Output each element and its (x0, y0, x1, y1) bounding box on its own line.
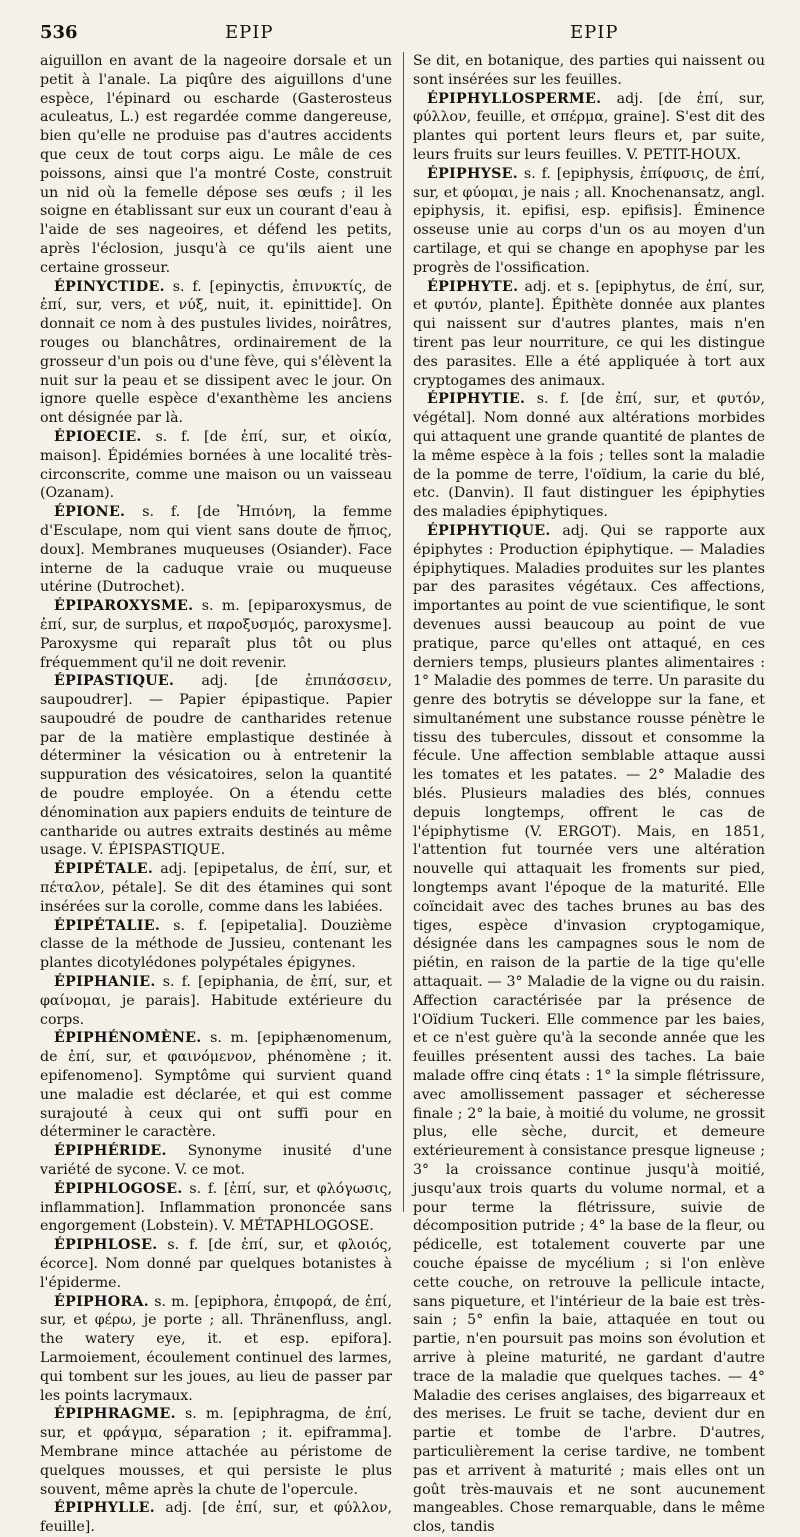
dictionary-entry (40, 1142, 392, 1180)
right-running-head: EPIP (570, 22, 619, 43)
entry-headword: ÉPIPHYLLE. (54, 1500, 156, 1517)
dictionary-entry (40, 1293, 392, 1406)
dictionary-entry (40, 428, 392, 503)
entry-text: s. m. [epiphora, ἐπιφορά, de ἐπί, sur, et φέρω, je porte ; all. Thränenfluss, angl. the watery eye, it. et esp. epifora]. Larmoiement, écoulement continuel des larmes, qui tombent sur les joues, au lieu de passer par les points lacrymaux. (40, 1293, 392, 1404)
entry-text: Se dit, en botanique, des parties qui naissent ou sont insérées sur les feuilles. (413, 53, 765, 88)
dictionary-entry (413, 52, 765, 90)
entry-headword: ÉPIPHORA. (54, 1293, 149, 1310)
entry-text: aiguillon en avant de la nageoire dorsale et un petit à l'anale. La piqûre des aiguillons d'une espèce, l'épinard ou escharde (Gasterosteus aculeatus, L.) est regardée comme dangereuse, bien qu'elle ne produise pas d'autres accidents que ceux de tout corps aigu. Le mâle de ces poissons, ainsi que l'a montré Coste, construit un nid où la femelle dépose ses œufs ; il les soigne en établissant sur eux un courant d'eau à l'aide de ses nageoires, et défend les petits, après l'éclosion, jusqu'à ce qu'ils aient une certaine grosseur. (40, 53, 392, 276)
entry-headword: ÉPIPÉTALE. (54, 861, 154, 878)
entry-headword: ÉPIPHÉRIDE. (54, 1143, 167, 1160)
entry-text: s. m. [epiphænomenum, de ἐπί, sur, et φαινόμενον, phénomène ; it. epifenomeno]. Symptôme qui survient quand une maladie est déclarée, et qui est comme surajouté à ceux qui ont suffi pour en déterminer le caractère. (40, 1030, 392, 1141)
entry-headword: ÉPIPHÉNOMÈNE. (54, 1030, 202, 1047)
entry-text: s. f. [de Ἠπιόνη, la femme d'Esculape, nom qui vient sans doute de ἤπιος, doux]. Membranes muqueuses (Osiander). Face interne de la caduque vraie ou muqueuse utérine (Dutrochet). (40, 504, 393, 596)
entry-text: adj. Qui se rapporte aux épiphytes : Production épiphytique. — Maladies épiphytiques. Maladies produites sur les plantes par des parasites végétaux. Ces affections, importantes au point de vue scientifique, le sont devenues aussi beaucoup au point de vue pratique, parce qu'elles ont attaqué, en ces derniers temps, plusieurs plantes alimentaires : 1° Maladie des pommes de terre. Un parasite du genre des botrytis se développe sur la fane, et simultanément une substance rousse pénètre le tissu des tubercules, dissout et consomme la fécule. Une affection semblable attaque aussi les tomates et les patates. — 2° Maladie des blés. Plusieurs maladies des blés, connues depuis longtemps, offrent le cas de l'épiphytisme (V. ERGOT). Mais, en 1851, l'attention fut tournée vers une altération nouvelle qui attaquait les froments sur pied, longtemps avant l'époque de la maturité. Elle coïncidait avec des taches brunes au bas des tiges, espèce d'invasion cryptogamique, désignée dans les campagnes sous le nom de piétin, en raison de la partie de la tige qu'elle attaquait. — 3° Maladie de la vigne ou du raisin. Affection caractérisée par la présence de l'Oïdium Tuckeri. Elle commence par les baies, et ce n'est guère qu'à la seconde année que les feuilles présentent aussi des taches. La baie malade offre cinq états : 1° la simple flétrissure, avec amollissement passager et sécheresse finale ; 2° la baie, à moitié du volume, ne grossit plus, elle sèche, durcit, et demeure extérieurement à consistance presque ligneuse ; 3° la croissance continue jusqu'à moitié, jusqu'aux trois quarts du volume normal, et a pour terme la flétrissure, suivie de décomposition putride ; 4° la base de la fleur, ou pédicelle, est totalement couverte par une couche épaisse de mycélium ; si l'on enlève cette couche, on retrouve la pellicule intacte, sans piqueture, et l'intérieur de la baie est très-sain ; 5° enfin la baie, attaquée en tout ou partie, n'en poursuit pas moins son évolution et arrive à pleine maturité, ne gardant d'autre trace de la maladie que quelques taches. — 4° Maladie des cerises anglaises, des bigarreaux et des merises. Le fruit se tache, devient dur en partie et tombe de l'arbre. D'autres, particulièrement la cerise tardive, ne tombent pas et arrivent à maturité ; mais elles ont un goût très-mauvais et ne sont aucunement mangeables. Chose remarquable, dans le même clos, tandis (413, 522, 765, 1536)
entry-text: adj. et s. [epiphytus, de ἐπί, sur, et φυτόν, plante]. Épithète donnée aux plantes qui naissent sur d'autres plantes, mais n'en tirent pas leur nourriture, ce qui les distingue des parasites. Elle a été appliquée à tort aux cryptogames des animaux. (413, 278, 765, 389)
entry-text: adj. [de ἐπιπάσσειν, saupoudrer]. — Papier épipastique. Papier saupoudré de poudre de cantharides retenue par de la matière emplastique destinée à déterminer la vésication ou à entretenir la suppuration des vésicatoires, selon la quantité de poudre employée. On a étendu cette dénomination aux papiers enduits de teinture de cantharide ou autres extraits destinés au même usage. V. ÉPISPASTIQUE. (40, 673, 392, 859)
entry-headword: ÉPIPHYTIE. (427, 391, 526, 408)
entry-text: s. f. [de ἐπί, sur, et οἰκία, maison]. Épidémies bornées à une localité très-circonscrite, comme une maison ou un vaisseau (Ozanam). (40, 428, 393, 502)
dictionary-entry (40, 1236, 392, 1292)
dictionary-entry (40, 278, 392, 428)
left-column (40, 52, 393, 1536)
entry-headword: ÉPIPAROXYSME. (54, 598, 194, 615)
entry-headword: ÉPIPHANIE. (54, 974, 156, 991)
entry-headword: ÉPIONE. (54, 504, 126, 521)
entry-headword: ÉPIPHYSE. (427, 165, 519, 182)
dictionary-entry (40, 1180, 392, 1236)
entry-text: s. f. [epipetalia]. Douzième classe de la méthode de Jussieu, contenant les plantes dicotylédones polypétales épigynes. (40, 917, 392, 972)
entry-text: Synonyme inusité d'une variété de sycone. V. ce mot. (40, 1143, 392, 1179)
dictionary-entry (413, 522, 765, 1537)
dictionary-entry (40, 1405, 392, 1499)
entry-text: adj. [epipetalus, de ἐπί, sur, et πέταλον, pétale]. Se dit des étamines qui sont insérées sur la corolle, comme dans les labiées. (40, 861, 392, 915)
entry-text: s. f. [epiphania, de ἐπί, sur, et φαίνομαι, je parais]. Habitude extérieure du corps. (40, 974, 393, 1028)
dictionary-entry (40, 672, 392, 860)
dictionary-entry (40, 973, 392, 1029)
entry-headword: ÉPINYCTIDE. (54, 278, 165, 295)
entry-text: s. f. [de ἐπί, sur, et φυτόν, végétal]. Nom donné aux altérations morbides qui attaquent une grande quantité de plantes de la même espèce à la fois ; telles sont la maladie de la pomme de terre, l'oïdium, la carie du blé, etc. (Danvin). Il faut distinguer les épiphyties des maladies épiphytiques. (413, 391, 765, 521)
dictionary-entry (413, 165, 765, 278)
dictionary-entry (413, 90, 765, 165)
entry-headword: ÉPIPHYTIQUE. (427, 522, 551, 539)
entry-headword: ÉPIPHRAGME. (54, 1406, 176, 1423)
entry-headword: ÉPIPASTIQUE. (54, 673, 175, 690)
dictionary-entry (40, 597, 392, 672)
entry-text: adj. [de ἐπί, sur, et φύλλον, feuille]. (40, 1500, 392, 1536)
dictionary-entry (40, 52, 392, 278)
page-number: 536 (40, 22, 78, 43)
entry-text: s. m. [epiphragma, de ἐπί, sur, et φράγμα, séparation ; it. epiframma]. Membrane mince attachée au péristome de quelques mousses, et qui persiste le plus souvent, même après la chute de l'opercule. (40, 1406, 392, 1498)
entry-text: s. f. [de ἐπί, sur, et φλοιός, écorce]. Nom donné par quelques botanistes à l'épiderme. (40, 1237, 392, 1291)
dictionary-entry (40, 1029, 392, 1142)
entry-text: s. m. [epiparoxysmus, de ἐπί, sur, de surplus, et παροξυσμός, paroxysme]. Paroxysme qui reparaît plus tôt ou plus fréquemment qu'il ne doit revenir. (40, 598, 393, 671)
entry-text: s. f. [epiphysis, ἐπίφυσις, de ἐπί, sur, et φύομαι, je nais ; all. Knochenansatz, angl. epiphysis, it. epifisi, esp. epifisis]. Éminence osseuse unie au corps d'un os au moyen d'un cartilage, et qui se change en apophyse par les progrès de l'ossification. (413, 165, 765, 276)
running-header (40, 22, 760, 50)
dictionary-entry (40, 1499, 392, 1537)
entry-headword: ÉPIPHLOGOSE. (54, 1180, 183, 1197)
left-running-head: EPIP (225, 22, 274, 43)
dictionary-entry (40, 503, 392, 597)
entry-text: s. f. [ἐπί, sur, et φλόγωσις, inflammation]. Inflammation prononcée sans engorgement (Lobstein). V. MÉTAPHLOGOSE. (40, 1180, 393, 1235)
entry-headword: ÉPIPHLOSE. (54, 1237, 158, 1254)
entry-headword: ÉPIPHYLLOSPERME. (427, 90, 602, 107)
entry-headword: ÉPIPÉTALIE. (54, 917, 161, 934)
entry-text: s. f. [epinyctis, ἐπινυκτίς, de ἐπί, sur, vers, et νύξ, nuit, it. epinittide]. On donnait ce nom à des pustules livides, noirâtres, rouges ou blanchâtres, ordinairement de la grosseur d'un pois ou d'une fève, qui s'élèvent la nuit sur la peau et se dissipent avec le jour. On ignore quelle espèce d'exanthème les anciens ont désignée par là. (40, 278, 392, 427)
entry-headword: ÉPIOECIE. (54, 428, 142, 445)
dictionary-entry (413, 278, 765, 391)
right-column (413, 52, 765, 1536)
column-divider (403, 52, 404, 1212)
dictionary-entry (40, 917, 392, 973)
dictionary-entry (40, 860, 392, 916)
entry-text: adj. [de ἐπί, sur, φύλλον, feuille, et σπέρμα, graine]. S'est dit des plantes qui portent leurs fleurs et, par suite, leurs fruits sur leurs feuilles. V. PETIT-HOUX. (413, 90, 765, 163)
entry-headword: ÉPIPHYTE. (427, 278, 519, 295)
dictionary-entry (413, 390, 765, 522)
